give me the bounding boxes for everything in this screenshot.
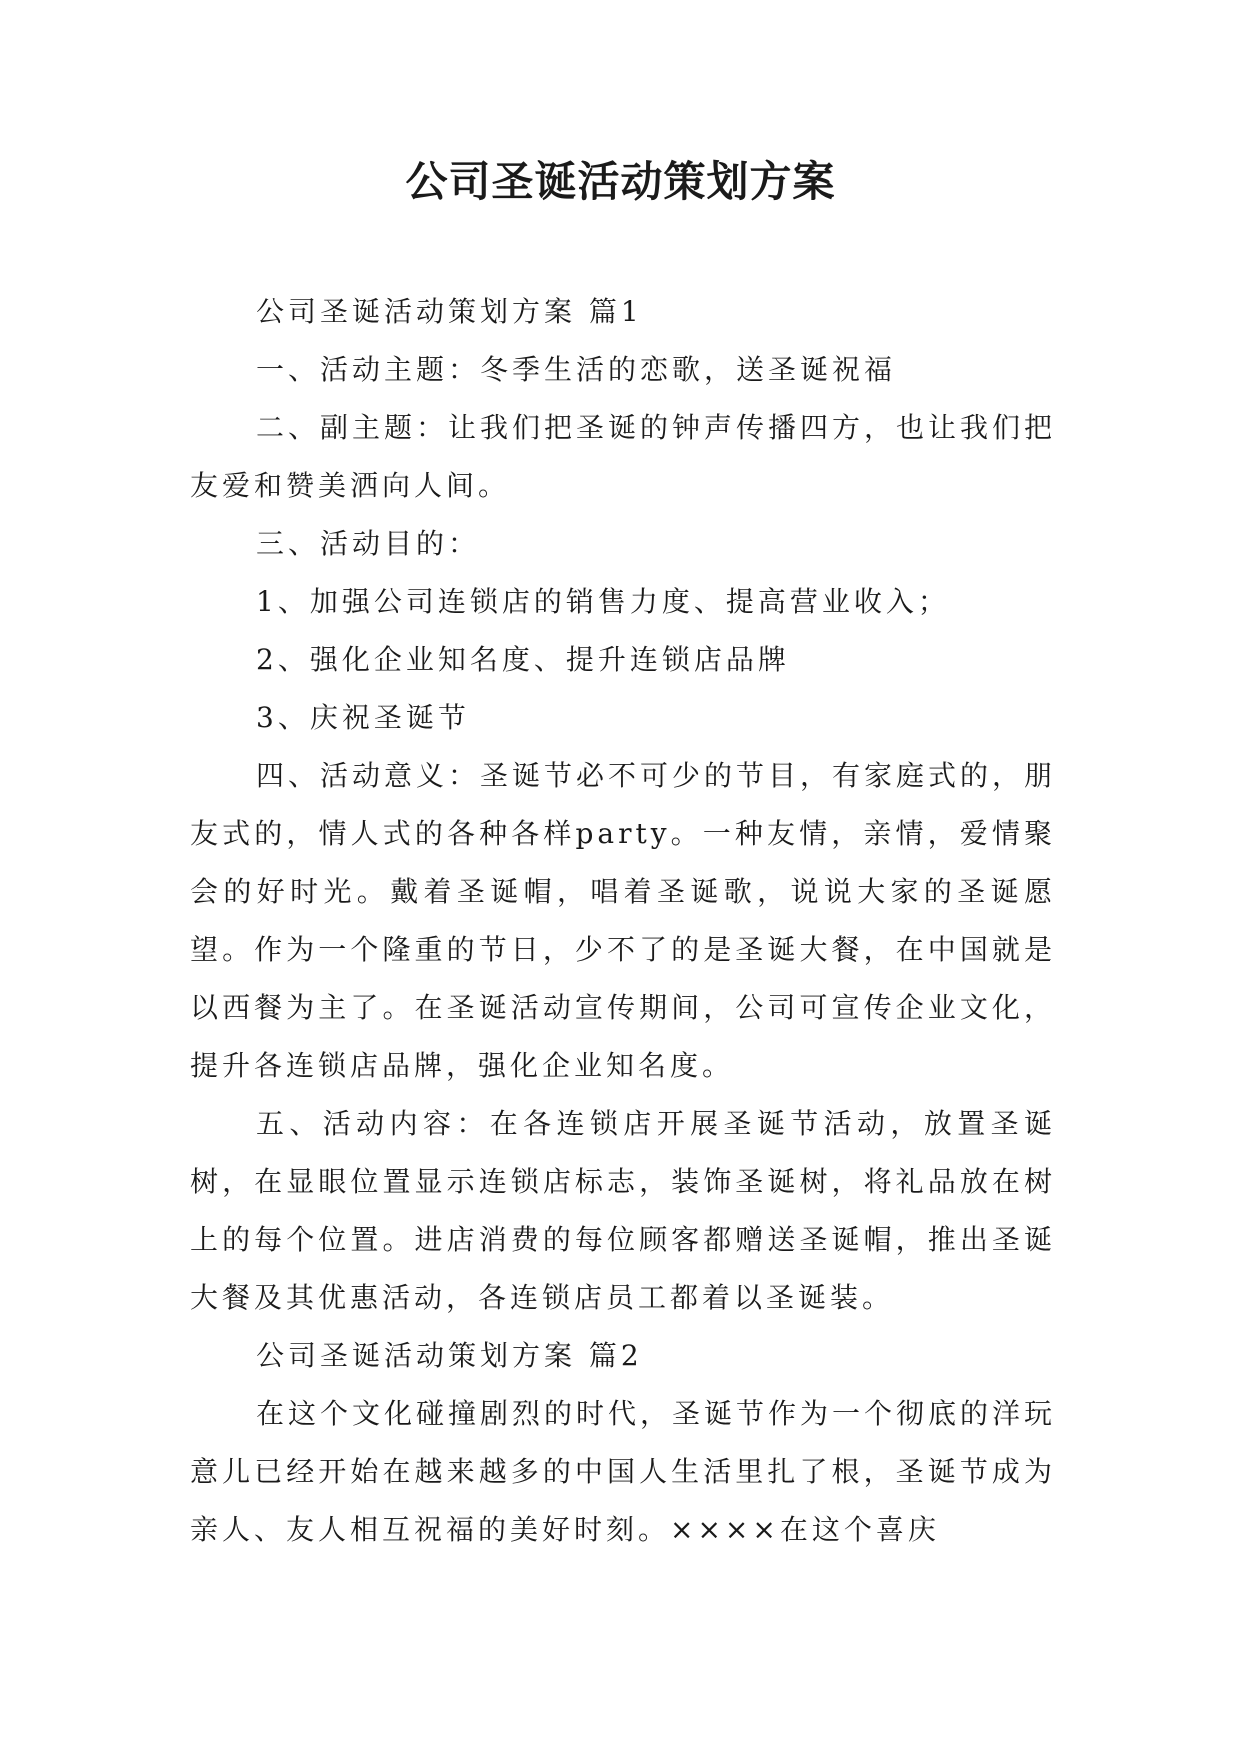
section-heading-part-1: 公司圣诞活动策划方案 篇1: [256, 295, 643, 328]
purpose-item-3: 3、庆祝圣诞节: [256, 701, 470, 734]
paragraph-subtheme: 二、副主题：让我们把圣诞的钟声传播四方，也让我们把友爱和赞美洒向人间。: [190, 411, 1057, 502]
section-heading-part-2: 公司圣诞活动策划方案 篇2: [256, 1339, 643, 1372]
purpose-item-1: 1、加强公司连锁店的销售力度、提高营业收入；: [256, 585, 950, 618]
paragraph-purpose-heading: 三、活动目的：: [256, 527, 481, 560]
document-body: [190, 283, 1056, 1559]
paragraph-content: 五、活动内容：在各连锁店开展圣诞节活动，放置圣诞树，在显眼位置显示连锁店标志，装饰圣诞树，将礼品放在树上的每个位置。进店消费的每位顾客都赠送圣诞帽，推出圣诞大餐及其优惠活动，各连锁店员工都着以圣诞装。: [190, 1107, 1056, 1314]
document-title: 公司圣诞活动策划方案: [405, 157, 836, 206]
paragraph-theme: 一、活动主题：冬季生活的恋歌，送圣诞祝福: [256, 353, 897, 386]
purpose-item-2: 2、强化企业知名度、提升连锁店品牌: [256, 643, 790, 676]
paragraph-significance: 四、活动意义：圣诞节必不可少的节目，有家庭式的，朋友式的，情人式的各种各样party。一种友情，亲情，爱情聚会的好时光。戴着圣诞帽，唱着圣诞歌，说说大家的圣诞愿望。作为一个隆重的节日，少不了的是圣诞大餐，在中国就是以西餐为主了。在圣诞活动宣传期间，公司可宣传企业文化，提升各连锁店品牌，强化企业知名度。: [190, 759, 1057, 1082]
paragraph-intro-part-2: 在这个文化碰撞剧烈的时代，圣诞节作为一个彻底的洋玩意儿已经开始在越来越多的中国人生活里扎了根，圣诞节成为亲人、友人相互祝福的美好时刻。××××在这个喜庆: [190, 1397, 1057, 1546]
